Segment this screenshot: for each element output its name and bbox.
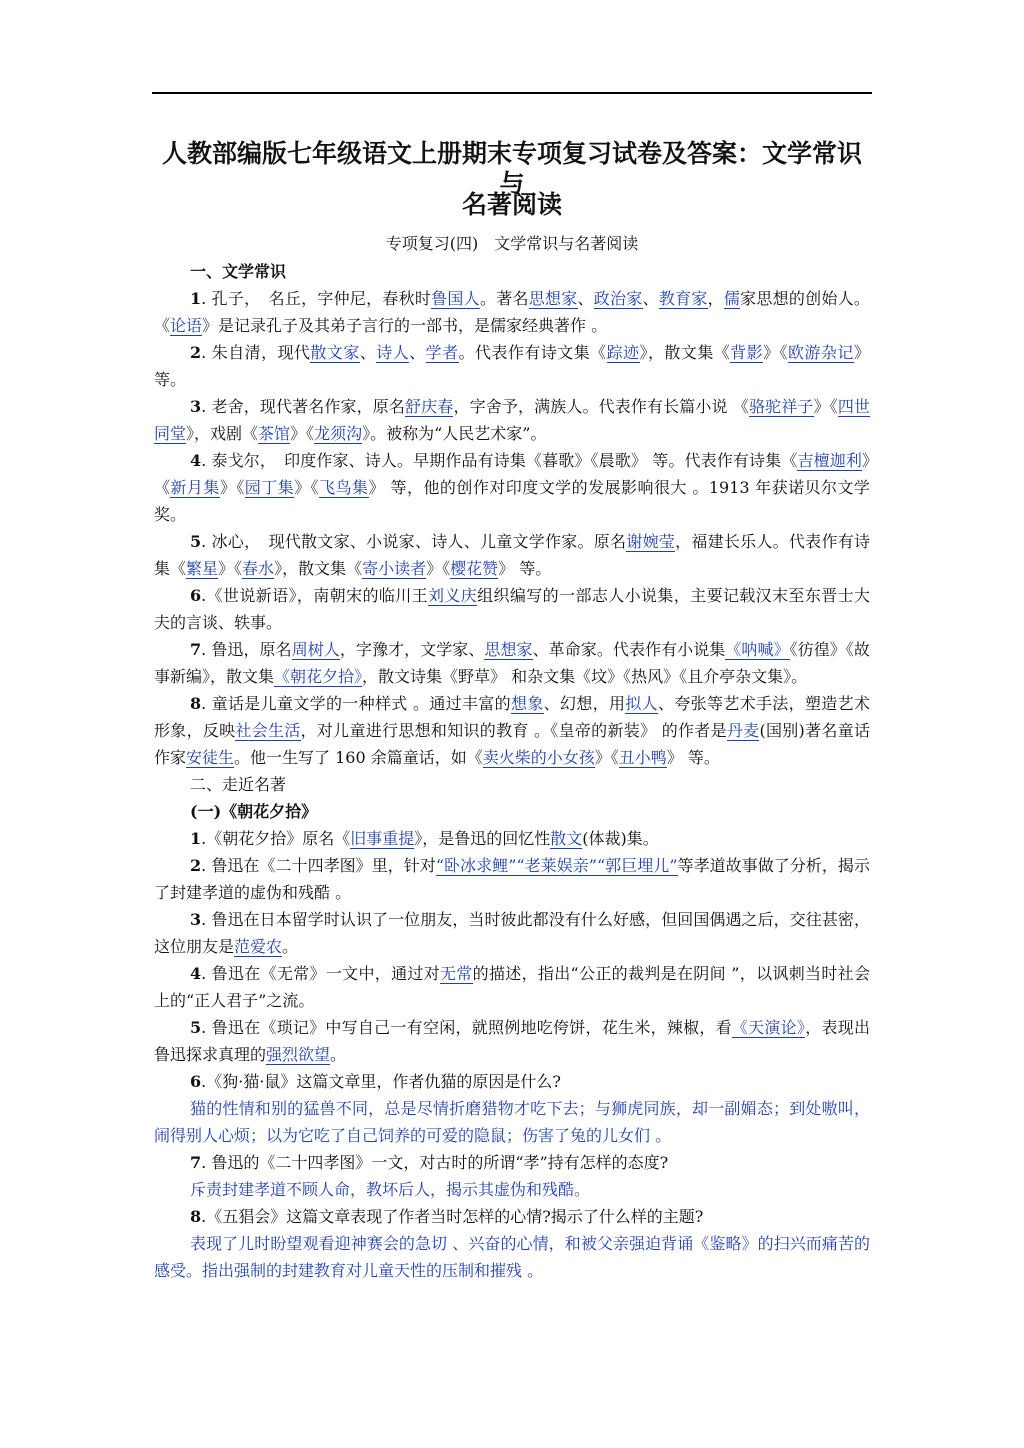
classics-answer-7: 斥责封建孝道不顾人命，教坏后人，揭示其虚伪和残酷。 <box>190 1180 591 1199</box>
literature-item-6: 6.《世说新语》，南朝宋的临川王刘义庆组织编写的一部志人小说集，主要记载汉末至东晋士大夫的言谈、轶事。 <box>154 586 870 632</box>
section-heading-classics: 二、走近名著 <box>190 775 287 794</box>
literature-item-5: 5. 冰心， 现代散文家、小说家、诗人、儿童文学作家。原名谢婉莹，福建长乐人。代表作有诗集《繁星》《春水》，散文集《寄小读者》《樱花赞》 等。 <box>154 532 870 578</box>
classics-item-7: 7. 鲁迅的《二十四孝图》一文，对古时的所谓“孝”持有怎样的态度? <box>190 1153 669 1172</box>
literature-item-2: 2. 朱自清，现代散文家、诗人、学者。代表作有诗文集《踪迹》，散文集《背影》《欧游杂记》等。 <box>154 343 870 389</box>
classics-answer-6: 猫的性情和别的猛兽不同，总是尽情折磨猎物才吃下去；与狮虎同族，却一副媚态；到处嗷叫，闹得别人心烦；以为它吃了自己饲养的可爱的隐鼠；伤害了兔的儿女们 。 <box>154 1099 870 1145</box>
page-title-line1: 人教部编版七年级语文上册期末专项复习试卷及答案：文学常识与 <box>161 139 862 198</box>
literature-item-8: 8. 童话是儿童文学的一种样式 。通过丰富的想象、幻想，用拟人、夸张等艺术手法，塑造艺术形象，反映社会生活，对儿童进行思想和知识的教育 。《皇帝的新装》 的作者是丹麦(国别)著名童话作家安徒生。他一生写了 160 余篇童话，如《卖火柴的小女孩》《丑小鸭》 等。 <box>154 694 870 767</box>
classics-item-1: 1.《朝花夕拾》原名《旧事重提》，是鲁迅的回忆性散文(体裁)集。 <box>190 829 659 848</box>
classics-item-4: 4. 鲁迅在《无常》一文中，通过对无常的描述，指出“公正的裁判是在阴间 ”，以讽刺当时社会上的“正人君子”之流。 <box>154 964 870 1010</box>
literature-item-4: 4. 泰戈尔， 印度作家、诗人。早期作品有诗集《暮歌》《晨歌》 等。代表作有诗集《吉檀迦利》《新月集》《园丁集》《飞鸟集》 等，他的创作对印度文学的发展影响很大 。1913 年获诺贝尔文学奖。 <box>154 451 870 524</box>
classics-item-5: 5. 鲁迅在《琐记》中写自己一有空闲，就照例地吃侉饼，花生米，辣椒，看《天演论》，表现出鲁迅探求真理的强烈欲望。 <box>154 1018 870 1064</box>
classics-answer-8: 表现了儿时盼望观看迎神赛会的急切 、兴奋的心情，和被父亲强迫背诵《鉴略》的扫兴而痛苦的感受。指出强制的封建教育对儿童天性的压制和摧残 。 <box>154 1234 870 1280</box>
subtitle <box>152 233 872 255</box>
classics-item-6: 6.《狗·猫·鼠》这篇文章里，作者仇猫的原因是什么? <box>190 1072 561 1091</box>
page-title-line2: 名著阅读 <box>461 190 562 219</box>
classics-item-2: 2. 鲁迅在《二十四孝图》里，针对“卧冰求鲤”“老莱娱亲”“郭巨埋儿”等孝道故事做了分析，揭示了封建孝道的虚伪和残酷 。 <box>154 856 870 902</box>
header-rule <box>152 92 872 94</box>
document-body <box>154 258 870 1284</box>
subtitle-left: 专项复习(四) <box>385 234 479 253</box>
classics-item-3: 3. 鲁迅在日本留学时认识了一位朋友，当时彼此都没有什么好感，但回国偶遇之后，交往甚密，这位朋友是范爱农。 <box>154 910 870 956</box>
section-heading-literature: 一、文学常识 <box>190 262 287 281</box>
literature-item-7: 7. 鲁迅，原名周树人，字豫才，文学家、思想家、革命家。代表作有小说集《呐喊》《彷徨》《故事新编》，散文集《朝花夕拾》，散文诗集《野草》 和杂文集《坟》《热风》《且介亭杂文集》。 <box>154 640 870 686</box>
literature-item-1: 1. 孔子， 名丘，字仲尼，春秋时鲁国人。著名思想家、政治家、教育家，儒家思想的创始人。《论语》是记录孔子及其弟子言行的一部书，是儒家经典著作 。 <box>154 289 870 335</box>
subtitle-right: 文学常识与名著阅读 <box>494 234 639 253</box>
subsection-heading-zhaohua: (一)《朝花夕拾》 <box>190 802 318 821</box>
classics-item-8: 8.《五猖会》这篇文章表现了作者当时怎样的心情?揭示了什么样的主题? <box>190 1207 704 1226</box>
literature-item-3: 3. 老舍，现代著名作家，原名舒庆春，字舍予，满族人。代表作有长篇小说 《骆驼祥子》《四世同堂》，戏剧《茶馆》《龙须沟》。被称为“人民艺术家”。 <box>154 397 870 443</box>
